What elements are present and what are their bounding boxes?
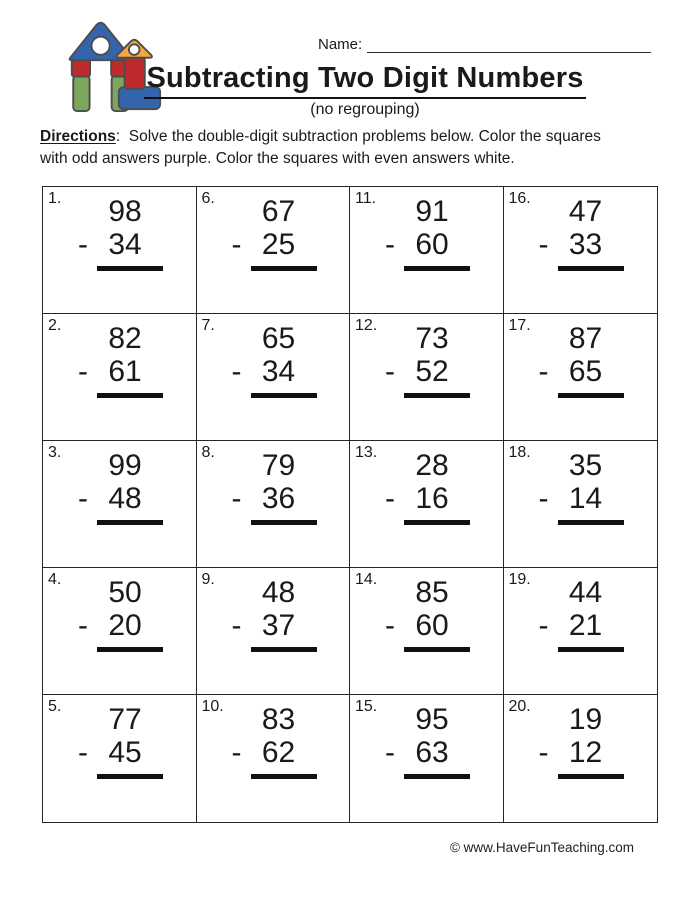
problem-cell[interactable] [350, 187, 504, 314]
subtraction-problem [221, 576, 305, 652]
minuend: 73 [415, 322, 449, 355]
subtraction-problem [67, 195, 151, 271]
minuend: 19 [568, 703, 603, 736]
subtrahend: 25 [261, 228, 296, 261]
subtrahend: 33 [568, 228, 603, 261]
minus-sign: - [538, 609, 549, 642]
minuend: 99 [108, 449, 142, 482]
subtraction-problem [528, 703, 612, 779]
minuend: 98 [108, 195, 142, 228]
orange-triangle-hole [129, 44, 140, 55]
minuend: 82 [108, 322, 142, 355]
problem-number: 17. [508, 317, 531, 334]
minus-sign: - [385, 609, 395, 642]
problem-number: 4. [48, 571, 62, 588]
minus-sign: - [78, 736, 88, 769]
problem-number: 1. [48, 190, 62, 207]
subtraction-problem [221, 322, 305, 398]
answer-blank-line[interactable] [97, 393, 163, 398]
minus-sign: - [78, 355, 88, 388]
name-label: Name: [318, 36, 363, 53]
answer-blank-line[interactable] [404, 266, 470, 271]
subtrahend: 12 [568, 736, 603, 769]
answer-blank-line[interactable] [251, 266, 317, 271]
answer-blank-line[interactable] [558, 647, 624, 652]
answer-blank-line[interactable] [558, 393, 624, 398]
subtrahend: 37 [261, 609, 296, 642]
minuend: 48 [261, 576, 296, 609]
subtraction-problem [67, 322, 151, 398]
problem-cell[interactable] [43, 187, 197, 314]
minus-sign: - [385, 355, 395, 388]
subtrahend: 52 [415, 355, 449, 388]
subtraction-problem [374, 322, 458, 398]
minuend: 50 [108, 576, 142, 609]
problem-number: 10. [201, 698, 224, 715]
minus-sign: - [385, 482, 395, 515]
subtraction-problem [528, 195, 612, 271]
subtrahend: 21 [568, 609, 603, 642]
problem-number: 20. [508, 698, 531, 715]
minuend: 95 [415, 703, 449, 736]
directions-separator: : [115, 128, 121, 145]
problem-number: 7. [201, 317, 215, 334]
minus-sign: - [78, 609, 88, 642]
answer-blank-line[interactable] [251, 774, 317, 779]
problem-number: 2. [48, 317, 62, 334]
problem-cell[interactable] [350, 441, 504, 568]
problem-number: 11. [355, 190, 377, 207]
copyright-text: © www.HaveFunTeaching.com [449, 840, 634, 855]
minus-sign: - [231, 228, 242, 261]
subtrahend: 48 [108, 482, 142, 515]
problem-cell[interactable] [504, 568, 658, 695]
directions-line1: Solve the double-digit subtraction problems below. Color the squares [128, 128, 601, 145]
subtraction-problem [528, 576, 612, 652]
minuend: 28 [415, 449, 449, 482]
title-block [105, 62, 625, 119]
subtraction-problem [374, 576, 458, 652]
problem-cell[interactable] [350, 314, 504, 441]
name-input-line[interactable] [367, 37, 651, 53]
subtraction-problem [221, 195, 305, 271]
minus-sign: - [385, 228, 395, 261]
minuend: 44 [568, 576, 603, 609]
problem-number: 19. [508, 571, 531, 588]
name-row [318, 36, 651, 53]
subtrahend: 60 [415, 228, 449, 261]
minuend: 79 [261, 449, 296, 482]
problem-cell[interactable] [350, 695, 504, 822]
minuend: 65 [261, 322, 296, 355]
directions [40, 126, 670, 170]
problem-cell[interactable] [43, 314, 197, 441]
answer-blank-line[interactable] [404, 647, 470, 652]
subtrahend: 34 [261, 355, 296, 388]
problem-cell[interactable] [504, 695, 658, 822]
subtrahend: 20 [108, 609, 142, 642]
answer-blank-line[interactable] [251, 393, 317, 398]
problem-number: 9. [201, 571, 215, 588]
subtrahend: 63 [415, 736, 449, 769]
subtraction-problem [528, 449, 612, 525]
minus-sign: - [538, 482, 549, 515]
problem-number: 6. [201, 190, 215, 207]
subtrahend: 61 [108, 355, 142, 388]
problem-cell[interactable] [504, 187, 658, 314]
problem-cell[interactable] [197, 568, 351, 695]
minus-sign: - [231, 609, 242, 642]
green-block-left [73, 76, 89, 112]
page-title: Subtracting Two Digit Numbers [144, 62, 585, 99]
minus-sign: - [385, 736, 395, 769]
minuend: 35 [568, 449, 603, 482]
problem-cell[interactable] [43, 441, 197, 568]
problem-number: 8. [201, 444, 215, 461]
minuend: 47 [568, 195, 603, 228]
minuend: 85 [415, 576, 449, 609]
problem-cell[interactable] [504, 441, 658, 568]
problem-number: 18. [508, 444, 531, 461]
subtrahend: 34 [108, 228, 142, 261]
problem-cell[interactable] [350, 568, 504, 695]
answer-blank-line[interactable] [97, 520, 163, 525]
problem-cell[interactable] [197, 187, 351, 314]
minus-sign: - [231, 355, 242, 388]
problem-number: 5. [48, 698, 62, 715]
minus-sign: - [538, 228, 549, 261]
problem-cell[interactable] [197, 314, 351, 441]
problem-cell[interactable] [43, 695, 197, 822]
subtraction-problem [374, 195, 458, 271]
subtraction-problem [221, 449, 305, 525]
minus-sign: - [231, 736, 242, 769]
answer-blank-line[interactable] [404, 774, 470, 779]
subtrahend: 62 [261, 736, 296, 769]
problem-number: 13. [355, 444, 378, 461]
minus-sign: - [538, 355, 549, 388]
subtrahend: 65 [568, 355, 603, 388]
minus-sign: - [78, 228, 88, 261]
problem-cell[interactable] [43, 568, 197, 695]
triangle-hole [91, 37, 109, 55]
minuend: 83 [261, 703, 296, 736]
problem-number: 14. [355, 571, 378, 588]
directions-label: Directions [40, 128, 116, 145]
answer-blank-line[interactable] [97, 647, 163, 652]
subtrahend: 60 [415, 609, 449, 642]
problem-number: 16. [508, 190, 531, 207]
directions-line2: with odd answers purple. Color the squares with even answers white. [40, 150, 515, 167]
subtrahend: 16 [415, 482, 449, 515]
subtraction-problem [528, 322, 612, 398]
minuend: 77 [108, 703, 142, 736]
subtraction-problem [67, 449, 151, 525]
minus-sign: - [538, 736, 549, 769]
answer-blank-line[interactable] [404, 393, 470, 398]
subtraction-problem [221, 703, 305, 779]
subtrahend: 14 [568, 482, 603, 515]
problem-number: 15. [355, 698, 378, 715]
minuend: 91 [415, 195, 449, 228]
problem-grid [42, 186, 658, 823]
minuend: 87 [568, 322, 603, 355]
problem-cell[interactable] [197, 695, 351, 822]
subtraction-problem [67, 703, 151, 779]
answer-blank-line[interactable] [251, 647, 317, 652]
minuend: 67 [261, 195, 296, 228]
answer-blank-line[interactable] [558, 520, 624, 525]
problem-cell[interactable] [504, 314, 658, 441]
subtrahend: 45 [108, 736, 142, 769]
minus-sign: - [231, 482, 242, 515]
subtraction-problem [374, 703, 458, 779]
answer-blank-line[interactable] [97, 266, 163, 271]
answer-blank-line[interactable] [558, 774, 624, 779]
problem-number: 3. [48, 444, 62, 461]
problem-cell[interactable] [197, 441, 351, 568]
problem-number: 12. [355, 317, 378, 334]
answer-blank-line[interactable] [251, 520, 317, 525]
answer-blank-line[interactable] [558, 266, 624, 271]
answer-blank-line[interactable] [404, 520, 470, 525]
minus-sign: - [78, 482, 88, 515]
subtrahend: 36 [261, 482, 296, 515]
subtraction-problem [67, 576, 151, 652]
page-subtitle: (no regrouping) [310, 101, 420, 118]
answer-blank-line[interactable] [97, 774, 163, 779]
subtraction-problem [374, 449, 458, 525]
